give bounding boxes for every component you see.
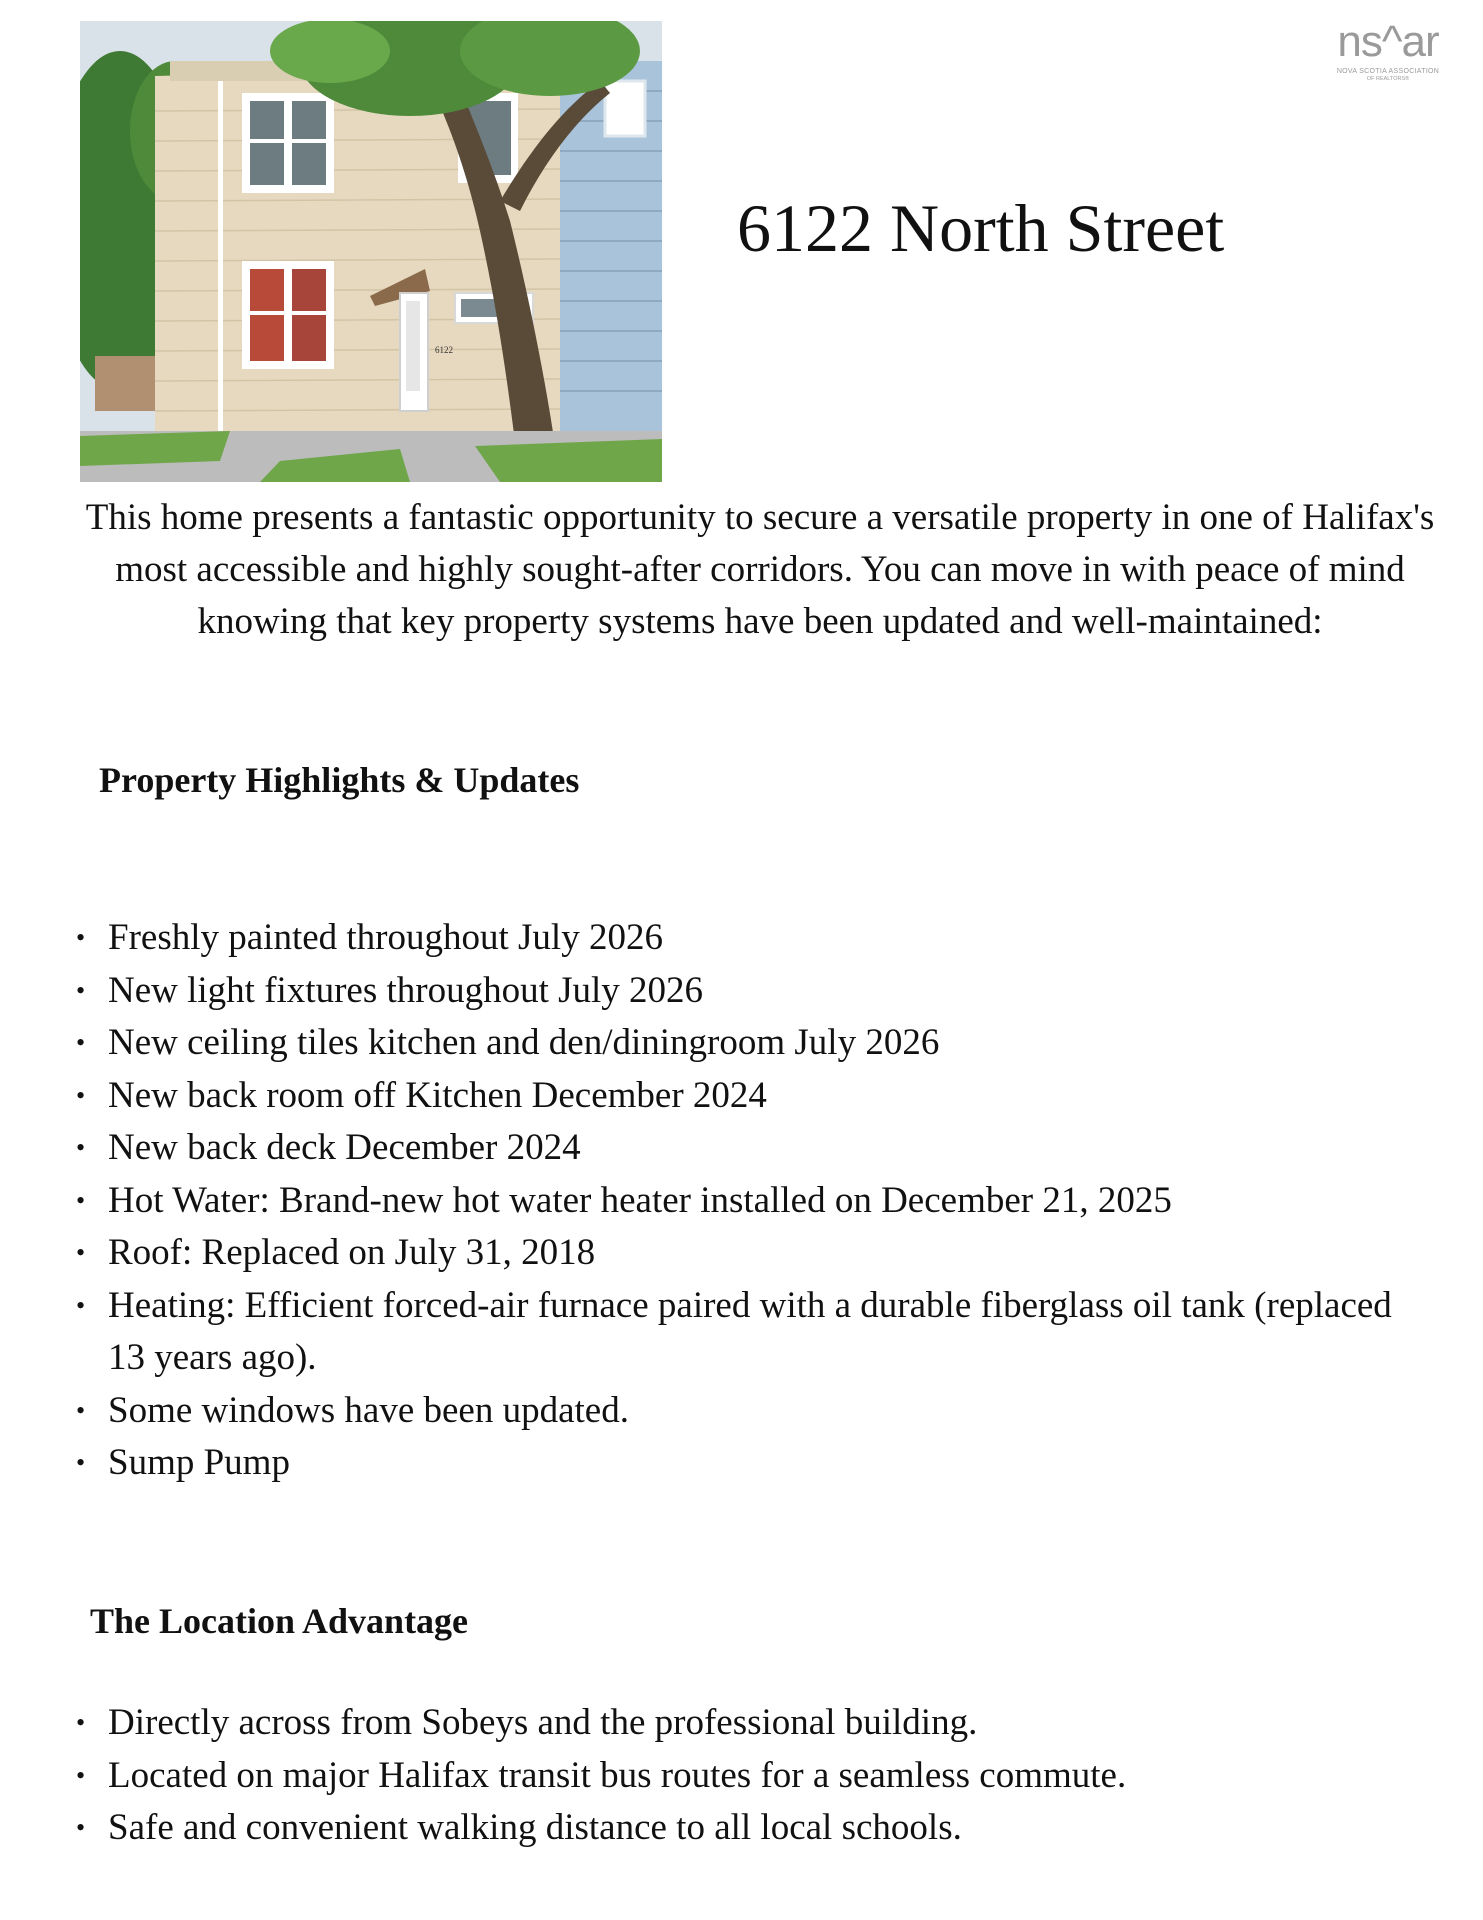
nsar-logo xyxy=(1326,18,1450,98)
house-number-text: 6122 xyxy=(435,345,453,355)
list-item: • Freshly painted throughout July 2026 xyxy=(108,912,1408,965)
house-photo xyxy=(80,21,662,482)
list-item: • New back room off Kitchen December 2024 xyxy=(108,1070,1408,1123)
list-item: • Sump Pump xyxy=(108,1437,1408,1490)
list-item: • New ceiling tiles kitchen and den/diningroom July 2026 xyxy=(108,1017,1408,1070)
logo-line1: NOVA SCOTIA ASSOCIATION xyxy=(1336,68,1440,75)
list-item: • Heating: Efficient forced-air furnace paired with a durable fiberglass oil tank (replaced 13 years ago). xyxy=(108,1280,1408,1385)
property-title: 6122 North Street xyxy=(737,190,1225,266)
highlights-list xyxy=(108,912,1408,1490)
list-item: • Located on major Halifax transit bus routes for a seamless commute. xyxy=(108,1750,1408,1803)
location-heading: The Location Advantage xyxy=(90,1601,469,1641)
list-item: • Some windows have been updated. xyxy=(108,1385,1408,1438)
list-item: • Hot Water: Brand-new hot water heater installed on December 21, 2025 xyxy=(108,1175,1408,1228)
logo-mark: ns^ar xyxy=(1337,17,1439,66)
list-item: • Directly across from Sobeys and the professional building. xyxy=(108,1697,1408,1750)
list-item: • Roof: Replaced on July 31, 2018 xyxy=(108,1227,1408,1280)
list-item: • New back deck December 2024 xyxy=(108,1122,1408,1175)
list-item: • Safe and convenient walking distance to all local schools. xyxy=(108,1802,1408,1855)
location-list xyxy=(108,1697,1408,1855)
list-item: • New light fixtures throughout July 2026 xyxy=(108,965,1408,1018)
intro-paragraph: This home presents a fantastic opportunity to secure a versatile property in one of Halifax's most accessible and highly sought-after corridors. You can move in with peace of mind knowing that key property systems have been updated and well-maintained: xyxy=(85,497,1435,642)
highlights-heading: Property Highlights & Updates xyxy=(99,760,580,800)
logo-line2: OF REALTORS® xyxy=(1366,76,1410,82)
